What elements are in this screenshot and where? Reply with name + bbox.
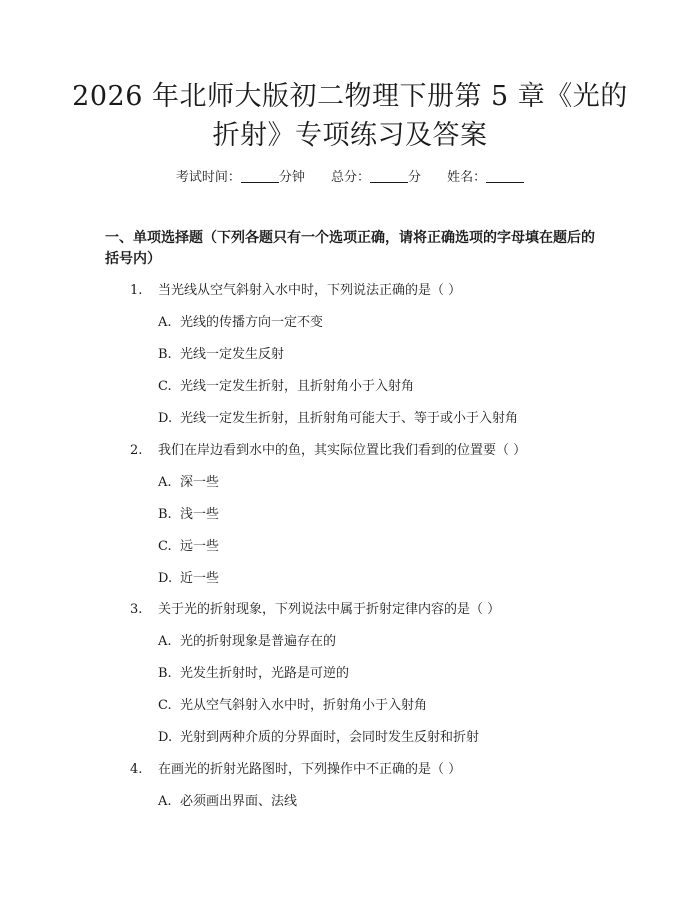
option-text: 近一些 bbox=[180, 571, 220, 586]
question-1-option-d bbox=[158, 409, 518, 429]
option-text: 光从空气斜射入水中时，折射角小于入射角 bbox=[180, 698, 428, 713]
exam-time-label: 考试时间： bbox=[175, 170, 241, 185]
total-score-blank bbox=[370, 168, 408, 183]
total-score-unit: 分 bbox=[408, 170, 422, 185]
option-text: 浅一些 bbox=[180, 507, 220, 522]
exam-time-field bbox=[176, 170, 309, 185]
option-text: 光线一定发生折射，且折射角小于入射角 bbox=[180, 379, 415, 394]
option-letter: A. bbox=[158, 634, 172, 649]
option-letter: C. bbox=[158, 379, 172, 394]
option-letter: C. bbox=[158, 539, 172, 554]
exam-info-line bbox=[0, 168, 700, 188]
exam-time-unit: 分钟 bbox=[278, 170, 305, 185]
exam-time-blank bbox=[241, 168, 279, 183]
question-text: 当光线从空气斜射入水中时，下列说法正确的是（ ） bbox=[158, 283, 462, 298]
question-number: 2. bbox=[130, 443, 143, 458]
total-score-label: 总分： bbox=[330, 170, 370, 185]
question-text: 关于光的折射现象，下列说法中属于折射定律内容的是（ ） bbox=[158, 602, 501, 617]
question-number: 1. bbox=[130, 283, 143, 298]
option-letter: A. bbox=[158, 475, 172, 490]
student-name-field bbox=[447, 170, 524, 185]
option-letter: B. bbox=[158, 666, 172, 681]
question-3-option-a bbox=[158, 632, 336, 652]
document-title-line-1: 2026 年北师大版初二物理下册第 5 章《光的 bbox=[72, 81, 628, 112]
section-heading-line-2: 括号内） bbox=[105, 251, 161, 267]
option-text: 光线一定发生反射 bbox=[180, 347, 285, 362]
question-number: 4. bbox=[130, 762, 143, 777]
question-2-option-c bbox=[158, 537, 219, 557]
question-2-option-d bbox=[158, 569, 219, 589]
option-letter: B. bbox=[158, 507, 172, 522]
option-letter: B. bbox=[158, 347, 172, 362]
option-text: 远一些 bbox=[180, 539, 220, 554]
total-score-field bbox=[331, 170, 425, 185]
option-text: 光线一定发生折射，且折射角可能大于、等于或小于入射角 bbox=[180, 411, 519, 426]
student-name-blank bbox=[486, 168, 524, 183]
option-text: 光线的传播方向一定不变 bbox=[180, 315, 324, 330]
document-title-line-2: 折射》专项练习及答案 bbox=[212, 120, 488, 151]
question-3-option-d bbox=[158, 728, 479, 748]
option-text: 光的折射现象是普遍存在的 bbox=[180, 634, 337, 649]
option-text: 必须画出界面、法线 bbox=[180, 794, 298, 809]
student-name-label: 姓名： bbox=[447, 170, 487, 185]
option-letter: A. bbox=[158, 794, 172, 809]
option-letter: D. bbox=[158, 571, 173, 586]
option-letter: D. bbox=[158, 411, 173, 426]
question-1-option-c bbox=[158, 377, 414, 397]
question-1-option-a bbox=[158, 313, 323, 333]
question-4-option-a bbox=[158, 792, 297, 812]
question-3-option-b bbox=[158, 664, 349, 684]
option-letter: A. bbox=[158, 315, 172, 330]
section-heading bbox=[105, 228, 600, 270]
question-2-option-b bbox=[158, 505, 219, 525]
question-3-option-c bbox=[158, 696, 427, 716]
question-number: 3. bbox=[130, 602, 143, 617]
option-text: 光发生折射时，光路是可逆的 bbox=[180, 666, 350, 681]
question-text: 我们在岸边看到水中的鱼，其实际位置比我们看到的位置要（ ） bbox=[158, 443, 527, 458]
option-text: 光射到两种介质的分界面时，会同时发生反射和折射 bbox=[180, 730, 480, 745]
section-heading-line-1: 一、单项选择题（下列各题只有一个选项正确，请将正确选项的字母填在题后的 bbox=[105, 230, 595, 246]
question-text: 在画光的折射光路图时，下列操作中不正确的是（ ） bbox=[158, 762, 462, 777]
option-text: 深一些 bbox=[180, 475, 220, 490]
question-2-option-a bbox=[158, 473, 219, 493]
option-letter: D. bbox=[158, 730, 173, 745]
question-1-option-b bbox=[158, 345, 284, 365]
option-letter: C. bbox=[158, 698, 172, 713]
